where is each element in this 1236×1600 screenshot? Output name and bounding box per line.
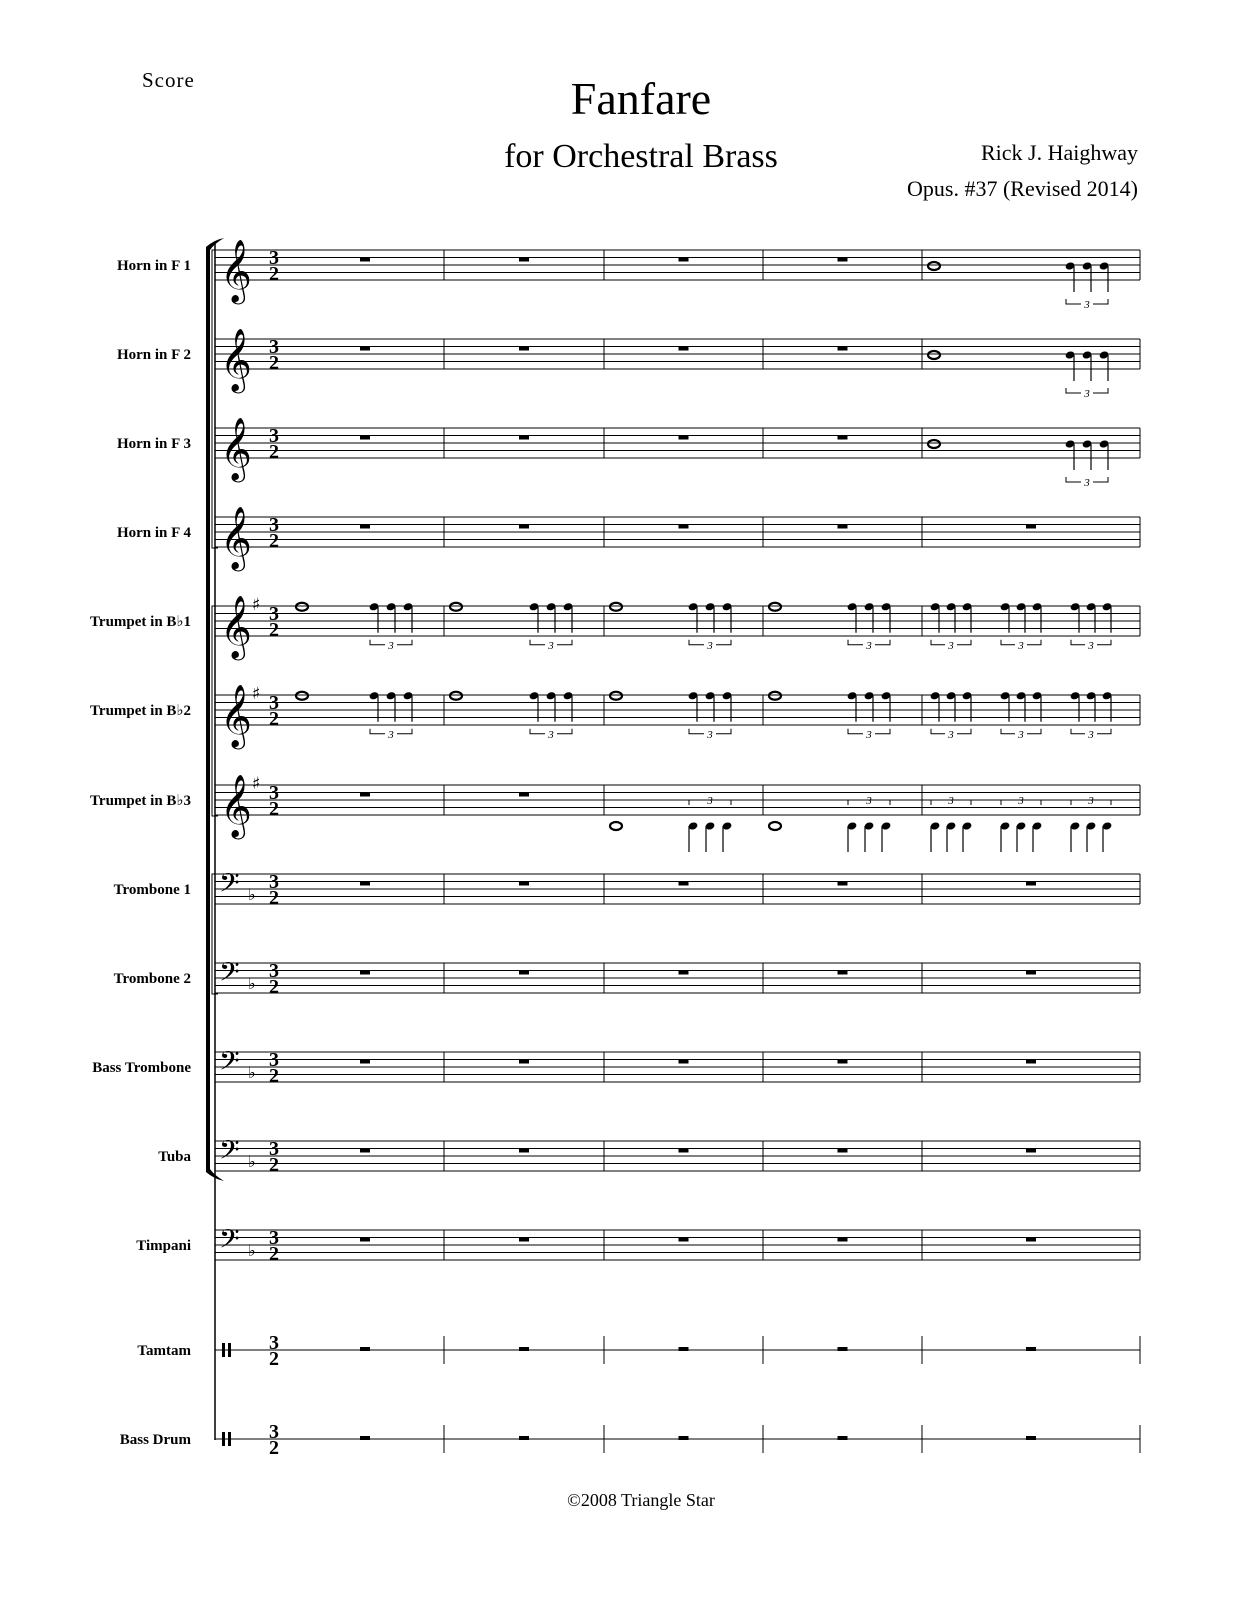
treble-clef-icon: 𝄞 bbox=[220, 417, 252, 480]
treble-clef-icon: 𝄞 bbox=[220, 595, 252, 658]
staff-6 bbox=[90, 684, 1140, 750]
time-signature-top: 3 bbox=[269, 782, 279, 804]
time-signature-top: 3 bbox=[269, 336, 279, 358]
tuplet-number: 3 bbox=[1084, 388, 1090, 400]
whole-note bbox=[928, 262, 940, 270]
whole-rest bbox=[838, 258, 848, 262]
time-signature-top: 3 bbox=[269, 514, 279, 536]
time-signature-top: 3 bbox=[269, 871, 279, 893]
whole-rest bbox=[1026, 1238, 1036, 1242]
whole-rest bbox=[360, 793, 370, 797]
triplet-group bbox=[688, 691, 733, 741]
tuplet-number: 3 bbox=[548, 728, 554, 741]
sharp-icon: ♯ bbox=[252, 684, 261, 704]
whole-rest bbox=[1026, 1060, 1036, 1064]
whole-rest bbox=[838, 1060, 848, 1064]
tuplet-number: 3 bbox=[948, 795, 954, 807]
time-signature-bottom: 2 bbox=[269, 1154, 279, 1176]
whole-rest bbox=[519, 1060, 529, 1064]
whole-rest bbox=[838, 882, 848, 886]
staff-7 bbox=[90, 774, 1140, 852]
triplet-group bbox=[1070, 795, 1113, 852]
flat-icon: ♭ bbox=[248, 885, 256, 904]
tuplet-number: 3 bbox=[1018, 795, 1024, 807]
whole-rest bbox=[1026, 1347, 1036, 1351]
whole-rest bbox=[360, 436, 370, 440]
percussion-clef-icon bbox=[228, 1432, 231, 1446]
tuplet-number: 3 bbox=[948, 728, 954, 741]
page-subtitle: for Orchestral Brass bbox=[504, 138, 778, 175]
time-signature-bottom: 2 bbox=[269, 887, 279, 909]
time-signature-top: 3 bbox=[269, 1421, 279, 1443]
whole-rest bbox=[838, 436, 848, 440]
time-signature-bottom: 2 bbox=[269, 1348, 279, 1370]
triplet-group bbox=[1000, 795, 1043, 852]
tuplet-number: 3 bbox=[707, 728, 713, 741]
whole-rest bbox=[679, 882, 689, 886]
whole-rest bbox=[360, 258, 370, 262]
staff-9 bbox=[114, 956, 1140, 998]
whole-rest bbox=[679, 1436, 689, 1440]
flat-icon: ♭ bbox=[248, 1152, 256, 1171]
whole-rest bbox=[519, 525, 529, 529]
instrument-name: Horn in F 4 bbox=[116, 525, 191, 541]
treble-clef-icon: 𝄞 bbox=[220, 328, 252, 391]
page-title: Fanfare bbox=[570, 73, 712, 124]
whole-rest bbox=[519, 882, 529, 886]
whole-rest bbox=[838, 347, 848, 351]
opus-number: Opus. #37 (Revised 2014) bbox=[907, 176, 1138, 201]
tuplet-number: 3 bbox=[1018, 728, 1024, 741]
whole-rest bbox=[519, 258, 529, 262]
flat-icon: ♭ bbox=[248, 1241, 256, 1260]
whole-note bbox=[450, 603, 462, 611]
triplet-group bbox=[1065, 439, 1110, 489]
triplet-group bbox=[930, 691, 973, 741]
whole-note bbox=[610, 692, 622, 700]
whole-rest bbox=[679, 971, 689, 975]
whole-note bbox=[296, 603, 308, 611]
time-signature-top: 3 bbox=[269, 1049, 279, 1071]
tuplet-number: 3 bbox=[1088, 795, 1094, 807]
bass-clef-icon: 𝄢 bbox=[219, 1223, 240, 1261]
percussion-clef-icon bbox=[222, 1432, 225, 1446]
composer-name: Rick J. Haighway bbox=[980, 140, 1138, 165]
triplet-group bbox=[529, 691, 574, 741]
whole-rest bbox=[838, 1347, 848, 1351]
staff-4 bbox=[117, 506, 1140, 572]
time-signature-bottom: 2 bbox=[269, 352, 279, 374]
whole-note bbox=[296, 692, 308, 700]
triplet-group bbox=[1070, 602, 1113, 652]
sharp-icon: ♯ bbox=[252, 595, 261, 615]
whole-rest bbox=[1026, 525, 1036, 529]
bass-clef-icon: 𝄢 bbox=[219, 1134, 240, 1172]
time-signature-bottom: 2 bbox=[269, 530, 279, 552]
whole-rest bbox=[519, 1347, 529, 1351]
tuplet-number: 3 bbox=[1084, 299, 1090, 311]
staff-12 bbox=[136, 1223, 1140, 1265]
staff-3 bbox=[117, 417, 1140, 489]
staff-10 bbox=[92, 1045, 1140, 1087]
whole-note bbox=[928, 351, 940, 359]
triplet-group bbox=[1000, 691, 1043, 741]
instrument-name: Trumpet in B♭2 bbox=[90, 703, 191, 719]
whole-rest bbox=[1026, 882, 1036, 886]
whole-rest bbox=[360, 1436, 370, 1440]
whole-rest bbox=[519, 971, 529, 975]
whole-rest bbox=[360, 1149, 370, 1153]
tuplet-number: 3 bbox=[866, 728, 872, 741]
time-signature-top: 3 bbox=[269, 425, 279, 447]
whole-rest bbox=[679, 347, 689, 351]
instrument-name: Horn in F 3 bbox=[116, 436, 191, 452]
tuplet-number: 3 bbox=[866, 639, 872, 652]
time-signature-bottom: 2 bbox=[269, 441, 279, 463]
instrument-name: Trumpet in B♭1 bbox=[90, 614, 191, 630]
whole-rest bbox=[679, 436, 689, 440]
whole-rest bbox=[360, 525, 370, 529]
tuplet-number: 3 bbox=[1084, 477, 1090, 489]
bass-clef-icon: 𝄢 bbox=[219, 1045, 240, 1083]
whole-rest bbox=[360, 1238, 370, 1242]
whole-rest bbox=[1026, 1436, 1036, 1440]
staff-5 bbox=[90, 595, 1140, 661]
triplet-group bbox=[847, 602, 892, 652]
whole-rest bbox=[838, 1149, 848, 1153]
whole-note bbox=[450, 692, 462, 700]
whole-rest bbox=[679, 1347, 689, 1351]
time-signature-top: 3 bbox=[269, 692, 279, 714]
tuplet-number: 3 bbox=[548, 639, 554, 652]
instrument-name: Bass Drum bbox=[119, 1432, 191, 1448]
whole-rest bbox=[519, 1238, 529, 1242]
bass-clef-icon: 𝄢 bbox=[219, 867, 240, 905]
triplet-group bbox=[529, 602, 574, 652]
sharp-icon: ♯ bbox=[252, 774, 261, 794]
whole-rest bbox=[519, 793, 529, 797]
whole-rest bbox=[838, 1436, 848, 1440]
whole-rest bbox=[679, 525, 689, 529]
tuplet-number: 3 bbox=[707, 639, 713, 652]
whole-rest bbox=[519, 1149, 529, 1153]
time-signature-bottom: 2 bbox=[269, 976, 279, 998]
percussion-clef-icon bbox=[228, 1343, 231, 1357]
triplet-group bbox=[688, 602, 733, 652]
staff-11 bbox=[158, 1134, 1140, 1176]
system-bracket bbox=[206, 247, 210, 1172]
whole-rest bbox=[679, 1149, 689, 1153]
time-signature-bottom: 2 bbox=[269, 1243, 279, 1265]
time-signature-top: 3 bbox=[269, 247, 279, 269]
whole-rest bbox=[679, 258, 689, 262]
triplet-group bbox=[847, 795, 892, 852]
staff-1 bbox=[117, 239, 1140, 311]
instrument-name: Trombone 2 bbox=[113, 971, 191, 987]
whole-rest bbox=[360, 971, 370, 975]
time-signature-bottom: 2 bbox=[269, 619, 279, 641]
whole-rest bbox=[838, 525, 848, 529]
staff-8 bbox=[114, 867, 1140, 909]
whole-rest bbox=[1026, 1149, 1036, 1153]
staff-14 bbox=[120, 1421, 1140, 1459]
treble-clef-icon: 𝄞 bbox=[220, 239, 252, 302]
whole-rest bbox=[360, 1347, 370, 1351]
time-signature-top: 3 bbox=[269, 1332, 279, 1354]
time-signature-top: 3 bbox=[269, 603, 279, 625]
time-signature-top: 3 bbox=[269, 960, 279, 982]
time-signature-bottom: 2 bbox=[269, 1437, 279, 1459]
instrument-name: Timpani bbox=[136, 1238, 191, 1254]
triplet-group bbox=[369, 691, 414, 741]
triplet-group bbox=[1000, 602, 1043, 652]
whole-rest bbox=[360, 1060, 370, 1064]
whole-rest bbox=[838, 971, 848, 975]
tuplet-number: 3 bbox=[1018, 639, 1024, 652]
whole-note bbox=[769, 692, 781, 700]
treble-clef-icon: 𝄞 bbox=[220, 774, 252, 837]
treble-clef-icon: 𝄞 bbox=[220, 684, 252, 747]
triplet-group bbox=[1070, 691, 1113, 741]
tuplet-number: 3 bbox=[707, 795, 713, 807]
tuplet-number: 3 bbox=[948, 639, 954, 652]
whole-rest bbox=[1026, 971, 1036, 975]
triplet-group bbox=[1065, 261, 1110, 311]
whole-note bbox=[610, 603, 622, 611]
tuplet-number: 3 bbox=[1088, 639, 1094, 652]
time-signature-bottom: 2 bbox=[269, 1065, 279, 1087]
triplet-group bbox=[930, 795, 973, 852]
triplet-group bbox=[930, 602, 973, 652]
flat-icon: ♭ bbox=[248, 974, 256, 993]
percussion-clef-icon bbox=[222, 1343, 225, 1357]
tuplet-number: 3 bbox=[388, 728, 394, 741]
whole-rest bbox=[838, 1238, 848, 1242]
time-signature-top: 3 bbox=[269, 1138, 279, 1160]
bass-clef-icon: 𝄢 bbox=[219, 956, 240, 994]
instrument-name: Tuba bbox=[158, 1149, 191, 1165]
whole-rest bbox=[519, 1436, 529, 1440]
time-signature-bottom: 2 bbox=[269, 798, 279, 820]
whole-rest bbox=[679, 1060, 689, 1064]
staff-13 bbox=[137, 1332, 1140, 1370]
instrument-name: Trombone 1 bbox=[113, 882, 191, 898]
flat-icon: ♭ bbox=[248, 1063, 256, 1082]
instrument-name: Trumpet in B♭3 bbox=[90, 793, 191, 809]
instrument-name: Horn in F 2 bbox=[116, 347, 191, 363]
time-signature-bottom: 2 bbox=[269, 263, 279, 285]
score-label: Score bbox=[142, 68, 195, 92]
whole-rest bbox=[679, 1238, 689, 1242]
time-signature-bottom: 2 bbox=[269, 708, 279, 730]
whole-note bbox=[769, 822, 781, 830]
triplet-group bbox=[369, 602, 414, 652]
whole-note bbox=[928, 440, 940, 448]
tuplet-number: 3 bbox=[866, 795, 872, 807]
instrument-name: Horn in F 1 bbox=[116, 258, 191, 274]
staff-2 bbox=[117, 328, 1140, 400]
whole-rest bbox=[519, 436, 529, 440]
instrument-name: Tamtam bbox=[137, 1343, 191, 1359]
whole-rest bbox=[360, 347, 370, 351]
triplet-group bbox=[688, 795, 733, 852]
tuplet-number: 3 bbox=[1088, 728, 1094, 741]
copyright-notice: ©2008 Triangle Star bbox=[567, 1490, 715, 1510]
triplet-group bbox=[847, 691, 892, 741]
whole-rest bbox=[360, 882, 370, 886]
triplet-group bbox=[1065, 350, 1110, 400]
treble-clef-icon: 𝄞 bbox=[220, 506, 252, 569]
whole-note bbox=[610, 822, 622, 830]
instrument-name: Bass Trombone bbox=[92, 1060, 191, 1076]
whole-rest bbox=[519, 347, 529, 351]
time-signature-top: 3 bbox=[269, 1227, 279, 1249]
whole-note bbox=[769, 603, 781, 611]
tuplet-number: 3 bbox=[388, 639, 394, 652]
